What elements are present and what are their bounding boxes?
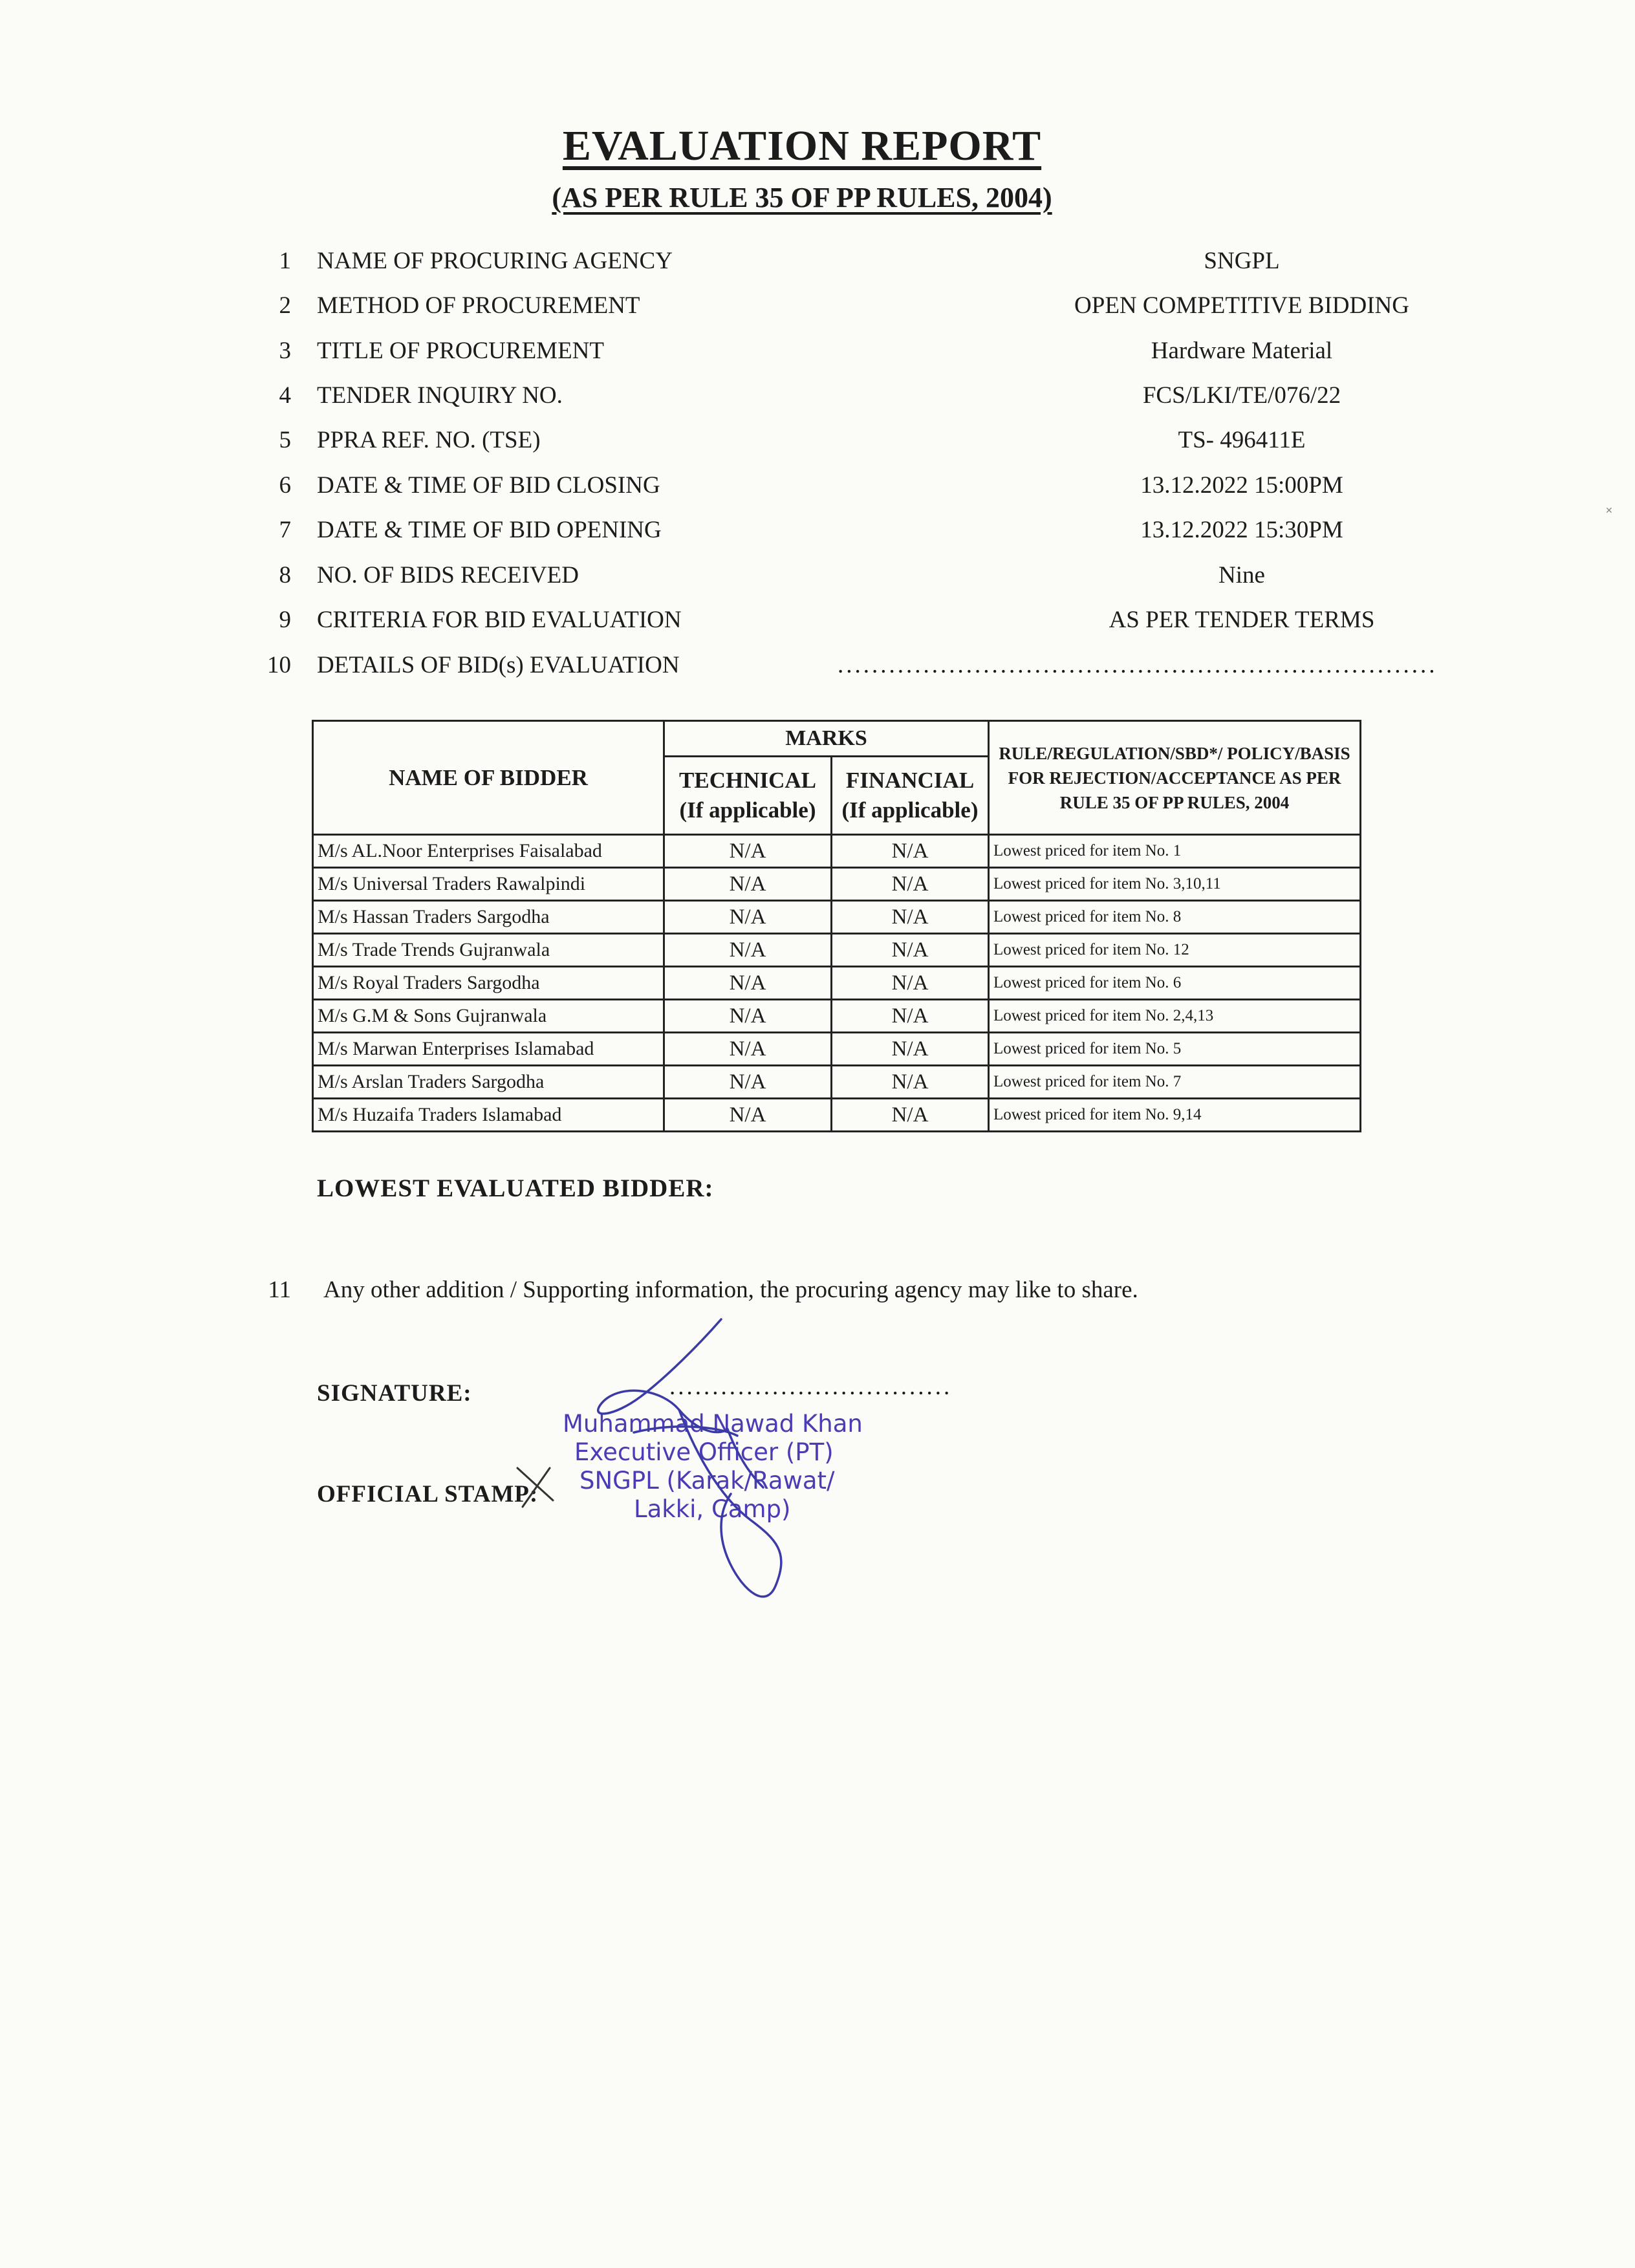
technical-mark: N/A	[664, 1066, 832, 1099]
info-row-agency	[0, 247, 1635, 286]
info-row-ppra-ref	[0, 426, 1635, 465]
signature-scribble-icon	[504, 1306, 905, 1604]
technical-mark: N/A	[664, 868, 832, 901]
header-marks: MARKS	[664, 721, 989, 757]
bidder-name: M/s Universal Traders Rawalpindi	[313, 868, 664, 901]
item-value: Nine	[1218, 562, 1265, 589]
technical-mark: N/A	[664, 1033, 832, 1066]
rule-basis: Lowest priced for item No. 9,14	[989, 1099, 1361, 1132]
bidder-name: M/s Trade Trends Gujranwala	[313, 934, 664, 967]
info-row-bid-opening	[0, 516, 1635, 555]
table-row	[313, 868, 1361, 901]
item-value: 13.12.2022 15:00PM	[1140, 472, 1343, 499]
item-label: METHOD OF PROCUREMENT	[317, 292, 640, 319]
item-label: NAME OF PROCURING AGENCY	[317, 248, 673, 274]
financial-mark: N/A	[832, 1000, 989, 1033]
item-number: 8	[279, 562, 291, 589]
table-row	[313, 835, 1361, 868]
rule-basis: Lowest priced for item No. 3,10,11	[989, 868, 1361, 901]
item-number: 3	[279, 338, 291, 364]
rule-basis: Lowest priced for item No. 1	[989, 835, 1361, 868]
rule-basis: Lowest priced for item No. 6	[989, 967, 1361, 1000]
table-row	[313, 1099, 1361, 1132]
item-value: AS PER TENDER TERMS	[1109, 607, 1375, 633]
info-row-bid-closing	[0, 471, 1635, 510]
info-row-tender-inquiry	[0, 382, 1635, 420]
item-value: FCS/LKI/TE/076/22	[1142, 382, 1341, 409]
item-label: NO. OF BIDS RECEIVED	[317, 562, 579, 589]
bidder-name: M/s AL.Noor Enterprises Faisalabad	[313, 835, 664, 868]
item-number: 9	[279, 607, 291, 633]
item-label: DETAILS OF BID(s) EVALUATION	[317, 652, 680, 678]
item-number: 10	[267, 652, 291, 678]
header-technical	[664, 757, 832, 835]
stamp-line: Executive Officer (PT)	[574, 1438, 834, 1466]
technical-mark: N/A	[664, 835, 832, 868]
rule-basis: Lowest priced for item No. 7	[989, 1066, 1361, 1099]
stamp-line: SNGPL (Karak/Rawat/	[579, 1467, 835, 1495]
item-number: 7	[279, 517, 291, 543]
rule-basis: Lowest priced for item No. 8	[989, 901, 1361, 934]
technical-mark: N/A	[664, 901, 832, 934]
bidder-name: M/s Marwan Enterprises Islamabad	[313, 1033, 664, 1066]
item-value: Hardware Material	[1151, 338, 1333, 364]
item-number: 5	[279, 427, 291, 453]
report-subtitle: (AS PER RULE 35 OF PP RULES, 2004)	[552, 182, 1052, 213]
item-text: Any other addition / Supporting information, the procuring agency may like to share.	[323, 1277, 1138, 1303]
financial-mark: N/A	[832, 1066, 989, 1099]
info-row-method	[0, 292, 1635, 330]
item-label: TENDER INQUIRY NO.	[317, 382, 563, 409]
item-value: OPEN COMPETITIVE BIDDING	[1074, 292, 1409, 319]
bidder-name: M/s Huzaifa Traders Islamabad	[313, 1099, 664, 1132]
header-financial-label: FINANCIAL	[845, 768, 975, 793]
technical-mark: N/A	[664, 1000, 832, 1033]
header-bidder-name: NAME OF BIDDER	[313, 721, 664, 835]
svg-text:✕: ✕	[1605, 506, 1613, 516]
rule-basis: Lowest priced for item No. 12	[989, 934, 1361, 967]
financial-mark: N/A	[832, 835, 989, 868]
item-number: 4	[279, 382, 291, 409]
info-row-title	[0, 337, 1635, 376]
financial-mark: N/A	[832, 901, 989, 934]
item-label: TITLE OF PROCUREMENT	[317, 338, 604, 364]
technical-mark: N/A	[664, 934, 832, 967]
technical-mark: N/A	[664, 1099, 832, 1132]
info-row-bids-received	[0, 561, 1635, 600]
item-number: 6	[279, 472, 291, 499]
lowest-evaluated-bidder-label: LOWEST EVALUATED BIDDER:	[317, 1174, 714, 1202]
table-row	[313, 1066, 1361, 1099]
technical-mark: N/A	[664, 967, 832, 1000]
stamp-line: Lakki, Camp)	[634, 1495, 791, 1523]
item-number: 11	[268, 1277, 291, 1303]
header-financial-note: (If applicable)	[841, 797, 979, 823]
financial-mark: N/A	[832, 1033, 989, 1066]
financial-mark: N/A	[832, 1099, 989, 1132]
official-stamp-label: OFFICIAL STAMP:	[317, 1481, 539, 1507]
bidder-name: M/s Royal Traders Sargodha	[313, 967, 664, 1000]
financial-mark: N/A	[832, 868, 989, 901]
table-row	[313, 901, 1361, 934]
header-rule: RULE/REGULATION/SBD*/ POLICY/BASIS FOR REJECTION/ACCEPTANCE AS PER RULE 35 OF PP RULES, 2004	[989, 721, 1361, 835]
bidders-table	[312, 720, 1361, 1132]
bidder-name: M/s Hassan Traders Sargodha	[313, 901, 664, 934]
signature-label: SIGNATURE:	[317, 1380, 472, 1407]
bidder-name: M/s G.M & Sons Gujranwala	[313, 1000, 664, 1033]
item-value: 13.12.2022 15:30PM	[1140, 517, 1343, 543]
item-label: PPRA REF. NO. (TSE)	[317, 427, 541, 453]
item-label: DATE & TIME OF BID CLOSING	[317, 472, 660, 499]
financial-mark: N/A	[832, 967, 989, 1000]
dotted-blank: ......................................................................	[838, 652, 1438, 678]
financial-mark: N/A	[832, 934, 989, 967]
item-value: TS- 496411E	[1178, 427, 1306, 453]
info-row-criteria	[0, 606, 1635, 645]
table-row	[313, 967, 1361, 1000]
item-label: DATE & TIME OF BID OPENING	[317, 517, 662, 543]
info-row-evaluation-details	[0, 651, 1635, 690]
bidder-name: M/s Arslan Traders Sargodha	[313, 1066, 664, 1099]
rule-basis: Lowest priced for item No. 2,4,13	[989, 1000, 1361, 1033]
scan-speck-icon	[1604, 504, 1617, 517]
stamp-line: Muhammad Nawad Khan	[563, 1410, 863, 1438]
signature-line: .................................	[669, 1374, 953, 1400]
header-technical-label: TECHNICAL	[679, 768, 816, 793]
rule-basis: Lowest priced for item No. 5	[989, 1033, 1361, 1066]
report-title: EVALUATION REPORT	[562, 122, 1042, 169]
item-value: SNGPL	[1204, 248, 1280, 274]
header-technical-note: (If applicable)	[679, 797, 816, 823]
item-number: 1	[279, 248, 291, 274]
item-label: CRITERIA FOR BID EVALUATION	[317, 607, 682, 633]
table-row	[313, 1033, 1361, 1066]
table-row	[313, 1000, 1361, 1033]
table-row	[313, 934, 1361, 967]
item-number: 2	[279, 292, 291, 319]
header-financial	[832, 757, 989, 835]
